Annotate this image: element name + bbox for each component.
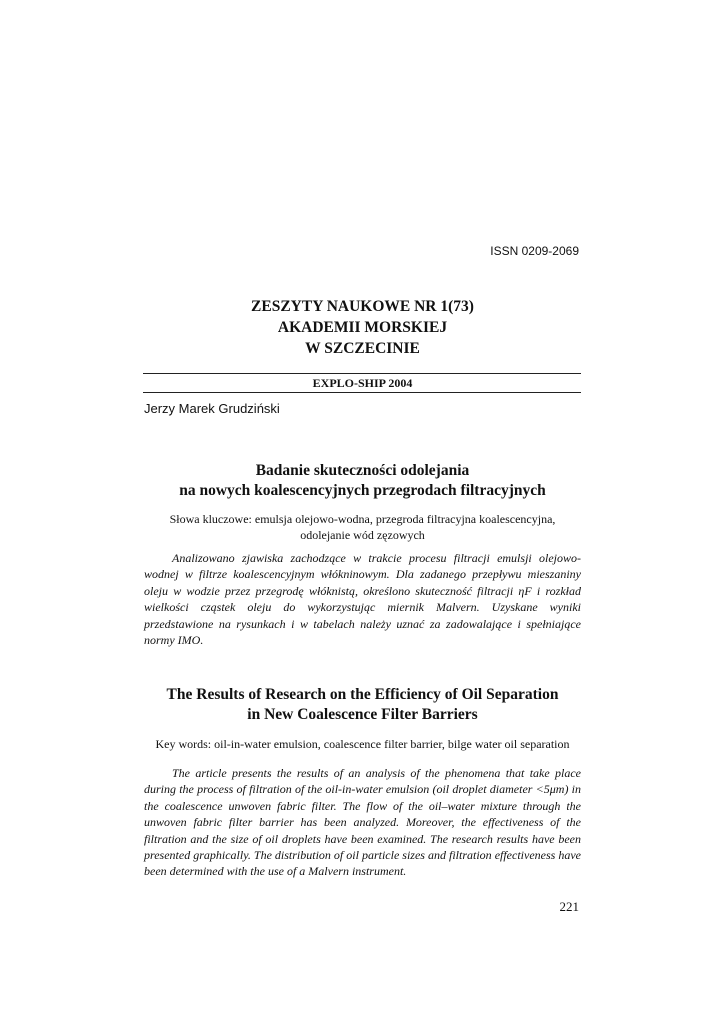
polish-title-line: Badanie skuteczności odolejania	[255, 462, 470, 479]
journal-title-line: AKADEMII MORSKIEJ	[277, 319, 448, 336]
polish-title-line: na nowych koalescencyjnych przegrodach filtracyjnych	[179, 482, 546, 499]
english-abstract: The article presents the results of an analysis of the phenomena that take place during the process of filtration of the oil-in-water emulsion (oil droplet diameter <5μm) in the coalescence unwoven fabric filter. The flow of the oil–water mixture through the unwoven fabric filter barrier has been analyzed. Moreover, the effectiveness of the filtration and the size of oil droplets have been examined. The research results have been presented graphically. The distribution of oil particle sizes and filtration effectiveness have been determined with the use of a Malvern instrument.	[144, 766, 581, 879]
top-rule	[143, 373, 581, 374]
journal-title-line: W SZCZECINIE	[305, 340, 420, 357]
english-title-line: in New Coalescence Filter Barriers	[247, 706, 478, 723]
conference-name: EXPLO-SHIP 2004	[312, 376, 413, 390]
author-name: Jerzy Marek Grudziński	[144, 401, 280, 416]
english-title-line: The Results of Research on the Efficiency of Oil Separation	[166, 686, 559, 703]
english-title	[0, 685, 725, 725]
polish-keywords-line: odolejanie wód zęzowych	[300, 528, 425, 542]
polish-title	[0, 461, 725, 501]
journal-title	[0, 296, 725, 359]
polish-abstract: Analizowano zjawiska zachodzące w trakcie procesu filtracji emulsji olejowo-wodnej w filtrze koalescencyjnym włókninowym. Dla zadanego przepływu mieszaniny oleju w wodzie przez przegrodę włóknistą, określono skuteczność filtracji ηF i rozkład wielkości cząstek oleju do wykorzystując miernik Malvern. Uzyskane wyniki przedstawione na rysunkach i w tabelach należy uznać za zadowalające i spełniające normy IMO.	[144, 551, 581, 648]
polish-keywords-line: Słowa kluczowe: emulsja olejowo-wodna, przegroda filtracyjna koalescencyjna,	[169, 512, 556, 526]
page-number: 221	[559, 899, 579, 914]
journal-title-line: ZESZYTY NAUKOWE NR 1(73)	[251, 298, 474, 315]
issn-number: ISSN 0209-2069	[490, 244, 579, 258]
polish-keywords	[144, 511, 581, 543]
bottom-rule	[143, 392, 581, 393]
english-keywords: Key words: oil-in-water emulsion, coalescence filter barrier, bilge water oil separation	[155, 737, 570, 751]
